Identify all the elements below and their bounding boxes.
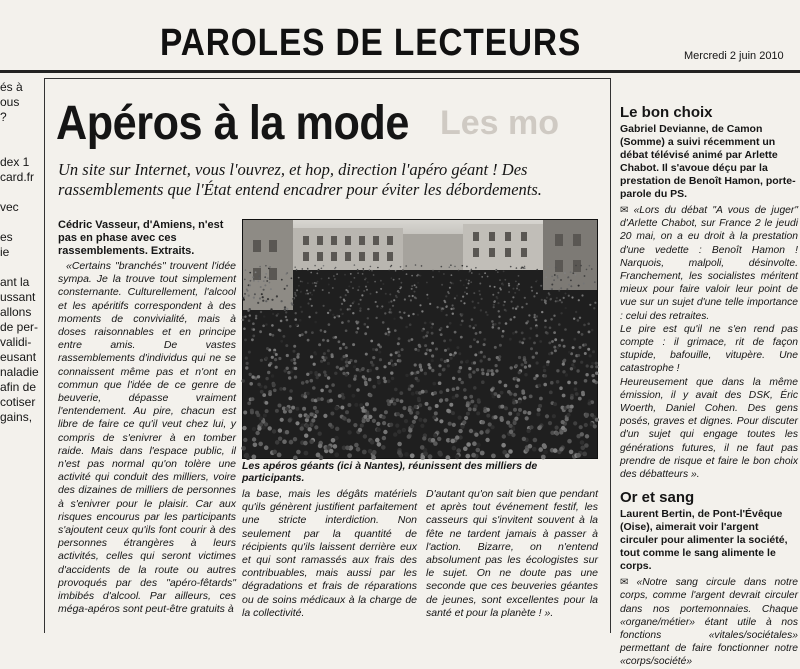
column-1-text: «Certains "branchés" trouvent l'idée sympa. Je la trouve tout simplement consternante. Culturellement, l'alcool et les apéritifs correspondent à des moments de convivialité, mais à doses raisonnables et en principe entre amis. De vastes rassemblements d'individus qui ne se connaissent même pas et n'ont en commun que l'idée de ce genre de beuverie, dépasse vraiment l'entendement. Au pire, chacun est libre de faire ce qu'il veut chez lui, y compris de s'enivrer à en tomber raide. Mais dans l'espace public, il n'est pas normal qu'on tolère une activité qui conduit des milliers, voire des dizaines de milliers de personnes à s'enivrer pour le plaisir. Car aux risques encourus par les participants s'ajoutent ceux qu'ils font courir à des personnes étrangères à leurs activités, celles qui seront victimes d'accidents de la route ou autres provoqués par des "apéro-fêtards" imbibés d'alcool. Par ailleurs, ces méga-apéros sont peut-être gratuits à: [58, 260, 236, 616]
left-fragment-line: [0, 125, 42, 140]
left-fragment-line: ous: [0, 95, 20, 109]
sidebar-1-intro: Gabriel Devianne, de Camon (Somme) a suivi récemment un débat télévisé animé par Arlette Chabot. Il s'avoue déçu par la prestation de Benoît Hamon, porte-parole du PS.: [620, 123, 796, 200]
left-fragment-line: card.fr: [0, 170, 35, 184]
photo-caption: Les apéros géants (ici à Nantes), réunissent des milliers de participants.: [242, 460, 538, 484]
issue-date: Mercredi 2 juin 2010: [684, 50, 784, 62]
article-column-1: [58, 260, 236, 616]
left-fragment-line: ?: [0, 110, 7, 124]
right-divider: [610, 78, 611, 633]
sidebar-1-para-2: Le pire est qu'il ne s'en rend pas compte : il grimace, rit de façon stupide, bafouille, vitupère. Une catastrophe !: [620, 323, 798, 375]
envelope-icon: ✉: [620, 577, 637, 589]
left-fragment-line: afin de: [0, 380, 37, 394]
left-fragment-line: gains,: [0, 410, 33, 424]
left-fragment-line: ussant: [0, 290, 36, 304]
sidebar-2-para-1: [620, 576, 798, 668]
left-fragment-line: allons: [0, 305, 32, 319]
left-fragment-line: dex 1: [0, 155, 30, 169]
article-dek: Un site sur Internet, vous l'ouvrez, et hop, direction l'apéro géant ! Des rassemblements que l'État entend encadrer pour éviter les débordements.: [58, 160, 542, 199]
masthead-rule: [0, 70, 800, 73]
sidebar-1-para-1: [620, 204, 798, 323]
ghost-headline: Les mo: [440, 104, 560, 142]
left-fragment-line: naladie: [0, 365, 39, 379]
left-column-fragments: [0, 80, 42, 425]
sidebar-le-bon-choix: [620, 104, 798, 668]
left-fragment-line: [0, 140, 42, 155]
left-fragment-line: [0, 185, 42, 200]
left-fragment-line: vec: [0, 200, 19, 214]
left-divider: [44, 78, 45, 633]
article-top-rule: [44, 78, 610, 79]
left-fragment-line: [0, 260, 42, 275]
left-fragment-line: validi-: [0, 335, 32, 349]
sidebar-1-para-3: Heureusement que dans la même émission, il y avait des DSK, Éric Woerth, Daniel Cohen. Des gens posés, graves et dignes. Pour discuter d'un sujet qui engage toutes les générations futures, il ne faut pas prendre de risque et faire le bon choix des débatteurs ».: [620, 376, 798, 481]
left-fragment-line: [0, 215, 42, 230]
crowd-photo-graphic: [243, 220, 597, 458]
section-masthead: PAROLES DE LECTEURS: [160, 22, 582, 64]
article-column-2: [242, 488, 417, 620]
envelope-icon: ✉: [620, 205, 634, 216]
left-fragment-line: de per-: [0, 320, 39, 334]
column-3-text: D'autant qu'on sait bien que pendant et après tout événement festif, les casseurs qui s'invitent souvent à la fête ne tardent jamais à passer à l'action. Bizarre, on n'entend absolument pas les écologistes sur le sujet. On ne doute pas une seconde que ces beuveries géantes de jeunes, sont excellentes pour la santé et pour la planète ! ».: [426, 488, 598, 619]
article-headline: Apéros à la mode: [56, 97, 409, 150]
left-fragment-line: cotiser: [0, 395, 36, 409]
article-intro: Cédric Vasseur, d'Amiens, n'est pas en phase avec ces rassemblements. Extraits.: [58, 219, 224, 257]
left-fragment-line: es: [0, 230, 13, 244]
sidebar-2-intro: Laurent Bertin, de Pont-l'Évêque (Oise), aimerait voir l'argent circuler pour alimenter la société, tout comme le sang alimente le corps.: [620, 508, 788, 573]
left-fragment-line: és à: [0, 80, 23, 94]
crowd-photo: [242, 219, 598, 459]
column-2-text: la base, mais les dégâts matériels qu'ils génèrent justifient parfaitement une stricte interdiction. Non seulement par la quantité de récipients qu'ils laissent derrière eux et qui sont ramassés aux frais des contribuables, mais aussi par les dégradations et frais de réparations ou de soins médicaux à la charge de la collectivité.: [242, 488, 417, 619]
sidebar-2-para-1-text: «Notre sang circule dans notre corps, comme l'argent devrait circuler dans nos portemonnaies. Chaque «organe/métier» étant utile à nos fonctions «vitales/sociétales» permettant de faire fonctionner notre «corps/société»: [620, 577, 798, 668]
left-fragment-line: ant la: [0, 275, 30, 289]
left-fragment-line: ie: [0, 245, 10, 259]
sidebar-1-para-1-text: «Lors du débat "A vous de juger" d'Arlette Chabot, sur France 2 le jeudi 20 mai, on a eu droit à la prestation d'une vedette : Benoît Hamon ! Narquois, malpoli, désinvolte. Franchement, les socialistes méritent mieux pour faire valoir leur point de vue sur un sujet d'une telle importance : celui des retraites.: [620, 205, 798, 322]
article-column-3: [426, 488, 598, 620]
left-fragment-line: eusant: [0, 350, 37, 364]
sidebar-1-heading: Le bon choix: [620, 104, 713, 121]
sidebar-2-heading: Or et sang: [620, 489, 695, 507]
